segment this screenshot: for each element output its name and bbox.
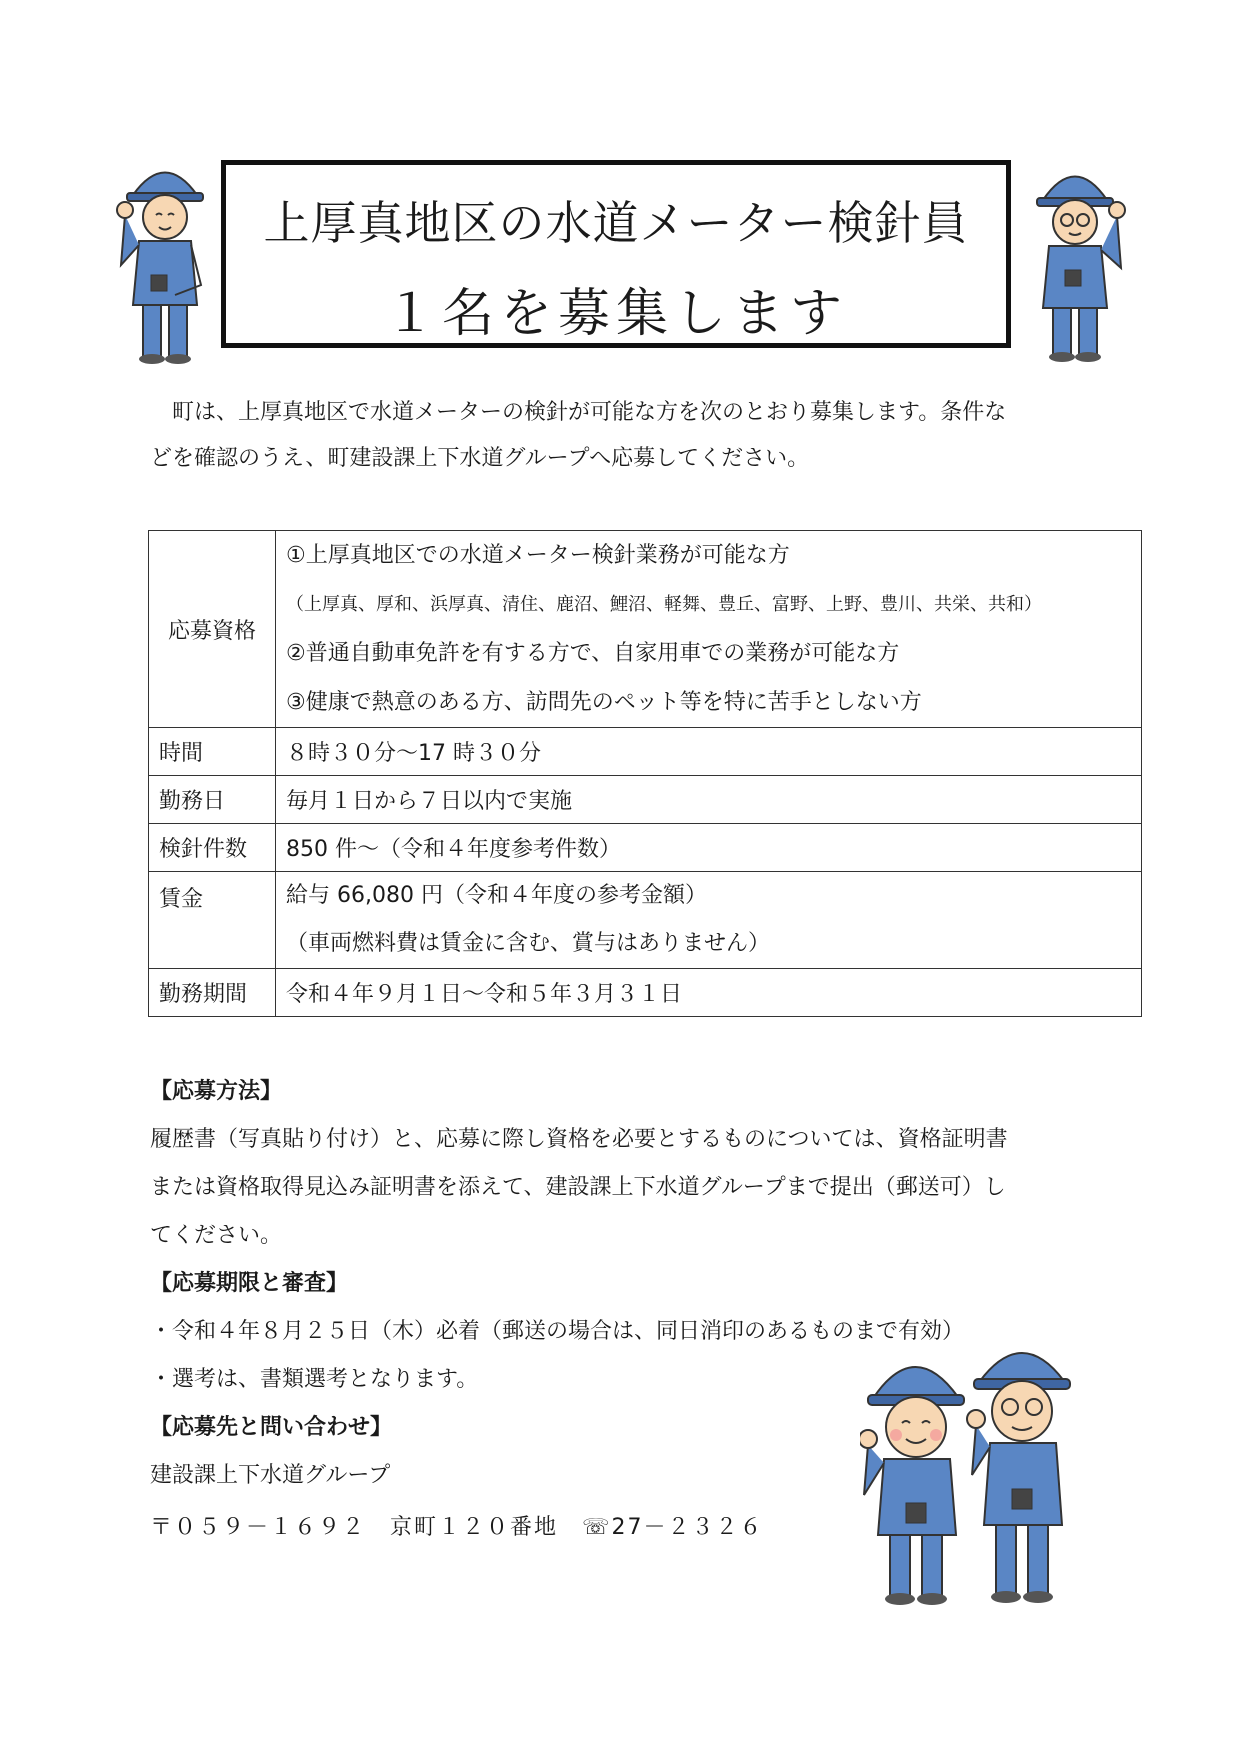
readings-value: 850 件～（令和４年度参考件数） <box>276 824 1142 872</box>
qualification-values <box>276 531 1142 728</box>
contact-department: 建設課上下水道グループ <box>150 1463 391 1488</box>
title-line-1: 上厚真地区の水道メーター検針員 <box>263 196 969 250</box>
workdays-label: 勤務日 <box>149 776 276 824</box>
method-line-1: 履歴書（写真貼り付け）と、応募に際し資格を必要とするものについては、資格証明書 <box>150 1127 1008 1152</box>
wage-label: 賃金 <box>149 872 276 969</box>
deadline-item-2: ・選考は、書類選考となります。 <box>150 1367 479 1392</box>
qualification-label: 応募資格 <box>149 531 276 728</box>
title-line-2: １名を募集します <box>383 284 848 344</box>
qualification-item: ①上厚真地区での水道メーター検針業務が可能な方 <box>286 543 790 568</box>
wage-values <box>276 872 1142 969</box>
contact-address-phone: 〒０５９－１６９２ 京町１２０番地 ☏27－２３２６ <box>150 1515 764 1540</box>
period-value: 令和４年９月１日～令和５年３月３１日 <box>276 969 1142 1017</box>
hours-value: ８時３０分～17 時３０分 <box>276 728 1142 776</box>
title-box <box>221 160 1011 348</box>
qualification-item: ③健康で熱意のある方、訪問先のペット等を特に苦手としない方 <box>286 690 922 715</box>
qualification-item: ②普通自動車免許を有する方で、自家用車での業務が可能な方 <box>286 641 900 666</box>
table-row-qualification <box>149 531 1142 728</box>
table-row-hours <box>149 728 1142 776</box>
table-row-period <box>149 969 1142 1017</box>
method-line-2: または資格取得見込み証明書を添えて、建設課上下水道グループまで提出（郵送可）し <box>150 1175 1006 1200</box>
worker-illustration-top-right <box>1023 158 1128 363</box>
intro-line-1: 町は、上厚真地区で水道メーターの検針が可能な方を次のとおり募集します。条件な <box>150 400 1007 425</box>
workdays-value: 毎月１日から７日以内で実施 <box>276 776 1142 824</box>
intro-paragraph <box>150 390 1100 482</box>
two-workers-illustration <box>860 1335 1085 1610</box>
intro-line-2: どを確認のうえ、町建設課上下水道グループへ応募してください。 <box>150 446 810 471</box>
deadline-heading: 【応募期限と審査】 <box>150 1271 349 1296</box>
method-heading: 【応募方法】 <box>150 1079 283 1104</box>
table-row-readings <box>149 824 1142 872</box>
recruitment-info-table <box>148 530 1142 1017</box>
period-label: 勤務期間 <box>149 969 276 1017</box>
deadline-item-1: ・令和４年８月２５日（木）必着（郵送の場合は、同日消印のあるものまで有効） <box>150 1319 965 1344</box>
contact-heading: 【応募先と問い合わせ】 <box>150 1415 393 1440</box>
wage-line-2: （車両燃料費は賃金に含む、賞与はありません） <box>286 931 771 956</box>
table-row-wage <box>149 872 1142 969</box>
wage-line-1: 給与 66,080 円（令和４年度の参考金額） <box>286 883 707 908</box>
worker-illustration-top-left <box>115 155 215 365</box>
readings-label: 検針件数 <box>149 824 276 872</box>
table-row-workdays <box>149 776 1142 824</box>
method-line-3: てください。 <box>150 1223 283 1248</box>
hours-label: 時間 <box>149 728 276 776</box>
qualification-item: （上厚真、厚和、浜厚真、清住、鹿沼、鯉沼、軽舞、豊丘、富野、上野、豊川、共栄、共和） <box>286 594 1042 615</box>
